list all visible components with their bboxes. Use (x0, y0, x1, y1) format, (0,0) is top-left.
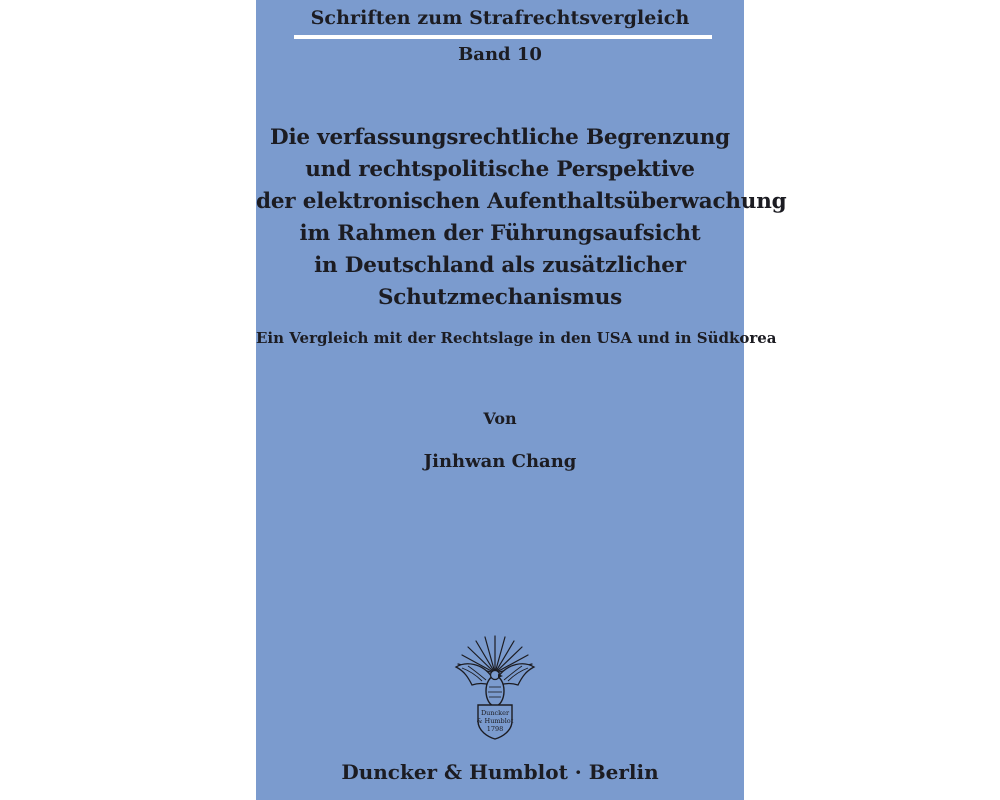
publisher-name: Duncker & Humblot · Berlin (341, 760, 659, 784)
volume-number: Band 10 (458, 44, 542, 65)
series-name: Schriften zum Strafrechtsvergleich (310, 7, 690, 29)
emblem-text: Duncker (480, 709, 510, 717)
emblem-text: & Humblot (476, 717, 514, 725)
eagle-emblem-icon (452, 633, 538, 741)
title-line: Schutzmechanismus (377, 285, 623, 310)
emblem-text: 1798 (486, 725, 504, 733)
book-cover (256, 0, 787, 800)
book-subtitle: Ein Vergleich mit der Rechtslage in den USA und in Südkorea (256, 329, 777, 347)
title-line: der elektronischen Aufenthaltsüberwachung (256, 189, 787, 214)
title-line: und rechtspolitische Perspektive (305, 157, 695, 182)
author-name: Jinhwan Chang (423, 451, 577, 472)
title-line: im Rahmen der Führungsaufsicht (299, 221, 701, 246)
book-title (256, 122, 787, 314)
by-label: Von (483, 409, 517, 428)
title-line: Die verfassungsrechtliche Begrenzung (270, 125, 730, 150)
title-line: in Deutschland als zusätzlicher (314, 253, 686, 278)
series-divider (294, 35, 712, 39)
